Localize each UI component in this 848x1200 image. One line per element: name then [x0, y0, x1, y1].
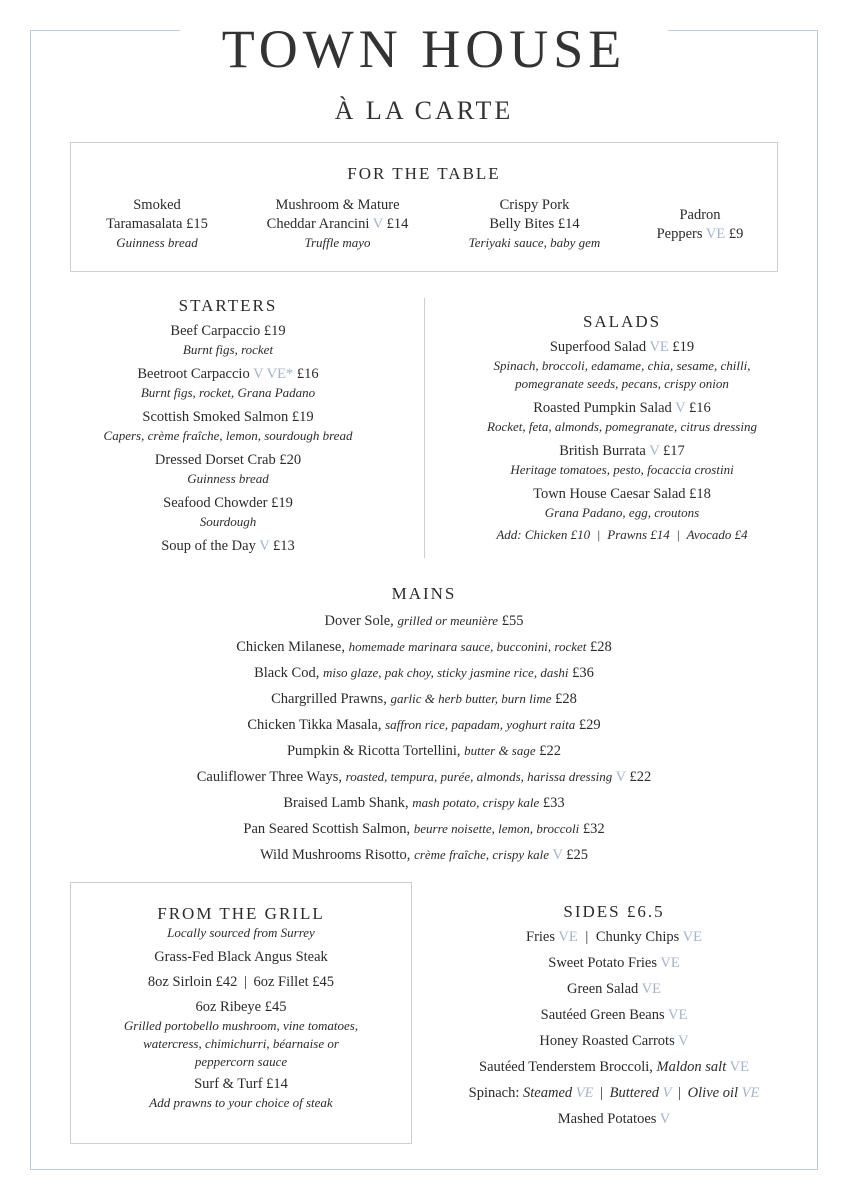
item-line: [250, 215, 425, 234]
item-desc: Burnt figs, rocket: [182, 342, 274, 357]
salad-item: [444, 485, 800, 522]
item-line: [444, 442, 800, 461]
page-title: TOWN HOUSE: [221, 19, 627, 79]
item-name: Chargrilled Prawns,: [271, 691, 387, 707]
item-price: £28: [555, 691, 577, 707]
side-item: [434, 1106, 794, 1132]
starter-item: [70, 451, 386, 488]
main-item: [40, 686, 808, 712]
item-price: £16: [689, 400, 711, 416]
separator: |: [600, 1085, 604, 1101]
item-desc: Burnt figs, rocket, Grana Padano: [140, 385, 316, 400]
item-price: £25: [566, 847, 589, 863]
dietary-tag: V: [259, 538, 270, 554]
dietary-tag: VE: [649, 339, 669, 355]
item-line: [640, 225, 760, 244]
addon-chicken: Add: Chicken £10: [496, 527, 591, 542]
main-item: [40, 790, 808, 816]
item-desc: saffron rice, papadam, yoghurt raita: [385, 717, 576, 732]
item-name: Chicken Tikka Masala,: [247, 717, 382, 733]
item-name: Beetroot Carpaccio: [137, 366, 250, 382]
item-desc: Capers, crème fraîche, lemon, sourdough bread: [103, 428, 353, 443]
item-line: [444, 338, 800, 357]
item-line: [444, 399, 800, 418]
item-name: Seafood Chowder £19: [163, 495, 293, 511]
item-desc: Guinness bread: [187, 471, 269, 486]
dietary-tag: V: [662, 1085, 672, 1101]
item-name: Pan Seared Scottish Salmon,: [243, 821, 411, 837]
item-line: Taramasalata £15: [106, 216, 208, 232]
grill-heading: FROM THE GRILL: [157, 904, 325, 923]
separator: |: [243, 974, 247, 990]
side-item: [434, 1080, 794, 1106]
item-name: Wild Mushrooms Risotto,: [259, 847, 411, 863]
item-name: Sautéed Tenderstem Broccoli,: [479, 1059, 653, 1075]
item-name: Soup of the Day: [161, 538, 256, 554]
grill-cuts: [70, 973, 412, 992]
item-price: £14: [386, 216, 409, 232]
item-name: Roasted Pumpkin Salad: [533, 400, 672, 416]
item-name: Town House Caesar Salad £18: [533, 486, 711, 502]
side-item: [434, 976, 794, 1002]
main-item: [40, 816, 808, 842]
side-item: [434, 924, 794, 950]
item-price: £17: [663, 443, 685, 459]
item-name: Cheddar Arancini: [266, 216, 370, 232]
item-name: Chicken Milanese,: [236, 639, 345, 655]
item-line: Crispy Pork: [499, 197, 570, 213]
side-item: [434, 950, 794, 976]
starter-item: [70, 537, 386, 556]
item-name: Superfood Salad: [549, 339, 647, 355]
dietary-tag: V: [659, 1111, 671, 1127]
main-item: [40, 660, 808, 686]
item-name: Braised Lamb Shank,: [283, 795, 409, 811]
dietary-tag: V: [552, 847, 563, 863]
salads-section: [444, 312, 800, 544]
main-item: [40, 764, 808, 790]
separator: |: [585, 929, 589, 945]
item-name: Fries: [526, 929, 555, 945]
item-desc: Spinach, broccoli, edamame, chia, sesame, chilli,: [493, 358, 751, 373]
item-price: £29: [578, 717, 601, 733]
dietary-tag: VE: [682, 929, 702, 945]
item-name: Dressed Dorset Crab £20: [154, 452, 302, 468]
dietary-tag: V: [649, 443, 660, 459]
surf-turf: Surf & Turf £14: [194, 1076, 288, 1092]
item-price: £22: [539, 743, 562, 759]
page-subtitle: À LA CARTE: [334, 96, 514, 125]
ribeye: 6oz Ribeye £45: [195, 999, 287, 1015]
item-desc: Heritage tomatoes, pesto, focaccia crostini: [510, 462, 734, 477]
grill-tagline: Locally sourced from Surrey: [167, 925, 315, 940]
item-price: £36: [572, 665, 594, 681]
column-divider: [424, 298, 425, 558]
item-name: British Burrata: [559, 443, 646, 459]
item-name: Honey Roasted Carrots: [539, 1033, 675, 1049]
table-item-padron: [640, 206, 760, 244]
starters-section: [70, 296, 386, 556]
item-desc: Sourdough: [199, 514, 257, 529]
item-line: Belly Bites £14: [489, 216, 580, 232]
item-desc: garlic & herb butter, burn lime: [390, 691, 552, 706]
item-desc: homemade marinara sauce, bucconini, rocket: [348, 639, 587, 654]
starters-heading: STARTERS: [178, 296, 278, 315]
item-name: Sweet Potato Fries: [548, 955, 658, 971]
dietary-tag: VE: [558, 929, 578, 945]
item-desc: crème fraîche, crispy kale: [414, 847, 550, 862]
item-desc: Teriyaki sauce, baby gem: [468, 235, 601, 250]
option: Olive oil: [687, 1085, 739, 1101]
starter-item: [70, 494, 386, 531]
item-name: Dover Sole,: [324, 613, 394, 629]
item-name: Scottish Smoked Salmon £19: [142, 409, 314, 425]
item-line: Smoked: [133, 197, 181, 213]
item-desc: pomegranate seeds, pecans, crispy onion: [515, 376, 729, 391]
item-desc: grilled or meunière: [397, 613, 499, 628]
side-item: [434, 1054, 794, 1080]
dietary-tag: V: [675, 400, 686, 416]
dietary-tag: VE: [660, 955, 680, 971]
item-name: Peppers: [656, 226, 703, 242]
main-item: [40, 634, 808, 660]
separator: |: [678, 1085, 682, 1101]
item-name: Beef Carpaccio £19: [170, 323, 286, 339]
starter-item: [70, 408, 386, 445]
grill-steak: Grass-Fed Black Angus Steak: [154, 949, 328, 965]
item-price: £19: [672, 339, 695, 355]
main-item: [40, 738, 808, 764]
separator: |: [597, 527, 601, 542]
item-desc: miso glaze, pak choy, sticky jasmine rice, dashi: [322, 665, 569, 680]
main-item: [40, 608, 808, 634]
dietary-tag: VE: [741, 1085, 760, 1101]
fillet: 6oz Fillet £45: [253, 974, 335, 990]
item-line: [70, 537, 386, 556]
table-item-pork-belly: [452, 196, 617, 252]
side-item: [434, 1028, 794, 1054]
dietary-tag: VE: [641, 981, 661, 997]
table-item-arancini: [250, 196, 425, 252]
sirloin: 8oz Sirloin £42: [147, 974, 238, 990]
item-price: £33: [542, 795, 565, 811]
item-name: Spinach:: [468, 1085, 520, 1101]
item-line: [70, 365, 386, 384]
dietary-tag: V: [372, 216, 383, 232]
item-price: £55: [501, 613, 524, 629]
item-desc: roasted, tempura, purée, almonds, harissa dressing: [345, 769, 613, 784]
surf-turf-desc: Add prawns to your choice of steak: [149, 1095, 333, 1110]
sides-section: [434, 902, 794, 1132]
item-desc: beurre noisette, lemon, broccoli: [413, 821, 580, 836]
addon-prawns: Prawns £14: [607, 527, 670, 542]
salad-addons: [444, 526, 800, 544]
dietary-tag: V VE*: [253, 366, 294, 382]
title-wrap: [180, 14, 668, 84]
item-desc: Guinness bread: [116, 235, 198, 250]
item-line: Padron: [679, 207, 721, 223]
mains-heading: MAINS: [391, 584, 457, 603]
dietary-tag: V: [615, 769, 626, 785]
item-line: Mushroom & Mature: [275, 197, 400, 213]
item-name: Cauliflower Three Ways,: [196, 769, 343, 785]
item-name: Pumpkin & Ricotta Tortellini,: [286, 743, 461, 759]
item-desc: mash potato, crispy kale: [412, 795, 540, 810]
main-item: [40, 712, 808, 738]
sides-heading: SIDES £6.5: [563, 902, 665, 921]
item-desc: Maldon salt: [656, 1059, 727, 1075]
mains-section: [40, 584, 808, 868]
dietary-tag: VE: [668, 1007, 688, 1023]
salad-item: [444, 399, 800, 436]
item-name: Mashed Potatoes: [557, 1111, 657, 1127]
main-item: [40, 842, 808, 868]
dietary-tag: VE: [575, 1085, 594, 1101]
separator: |: [677, 527, 680, 542]
item-price: £28: [590, 639, 612, 655]
item-price: £22: [629, 769, 652, 785]
item-desc: Rocket, feta, almonds, pomegranate, citrus dressing: [487, 419, 757, 434]
item-price: £32: [582, 821, 605, 837]
salad-item: [444, 442, 800, 479]
starter-item: [70, 322, 386, 359]
grill-section: [70, 904, 412, 1112]
addon-avocado: Avocado £4: [686, 527, 748, 542]
item-name: Black Cod,: [254, 665, 320, 681]
item-name: Chunky Chips: [595, 929, 680, 945]
starter-item: [70, 365, 386, 402]
table-item-taramasalata: [92, 196, 222, 252]
item-desc: butter & sage: [464, 743, 536, 758]
dietary-tag: VE: [729, 1059, 749, 1075]
grill-desc: Grilled portobello mushroom, vine tomatoes,: [123, 1018, 359, 1033]
item-desc: Truffle mayo: [304, 235, 371, 250]
side-item: [434, 1002, 794, 1028]
option: Buttered: [609, 1085, 660, 1101]
dietary-tag: VE: [705, 226, 726, 242]
item-desc: Grana Padano, egg, croutons: [544, 505, 700, 520]
item-name: Sautéed Green Beans: [540, 1007, 665, 1023]
option: Steamed: [523, 1085, 573, 1101]
item-price: £9: [728, 226, 744, 242]
grill-desc: watercress, chimichurri, béarnaise or: [143, 1036, 339, 1051]
dietary-tag: V: [678, 1033, 689, 1049]
for-the-table-heading: FOR THE TABLE: [347, 164, 501, 183]
salad-item: [444, 338, 800, 393]
item-name: Green Salad: [567, 981, 639, 997]
grill-desc: peppercorn sauce: [194, 1054, 288, 1069]
salads-heading: SALADS: [582, 312, 662, 331]
item-price: £13: [273, 538, 295, 554]
item-price: £16: [296, 366, 319, 382]
